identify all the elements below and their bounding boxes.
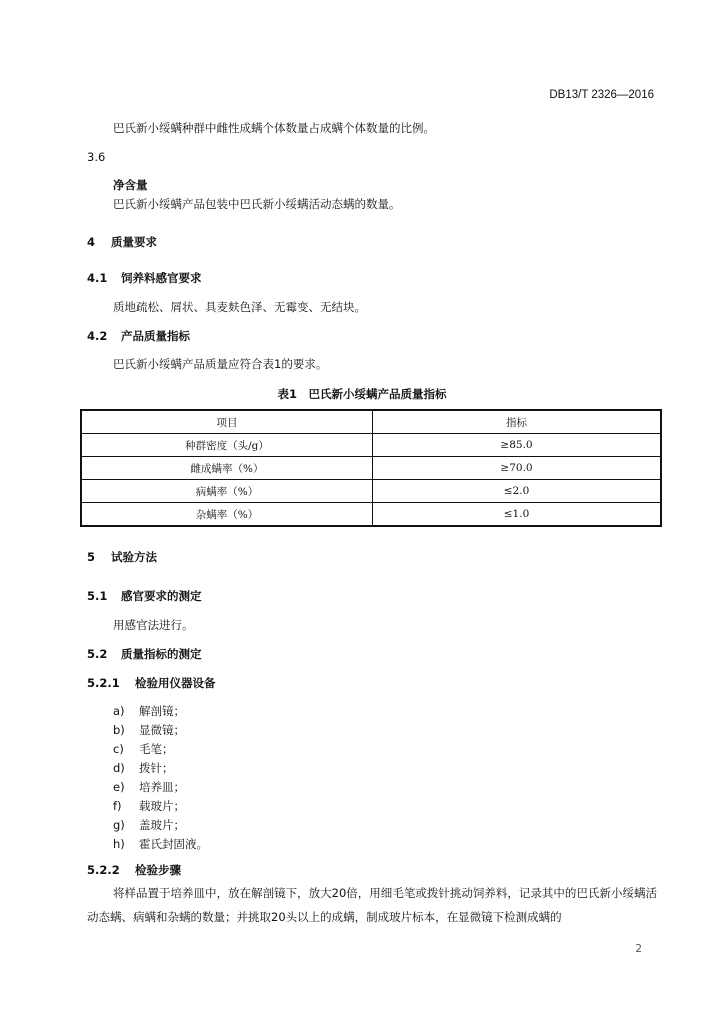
list-item-text: 霍氏封固液。	[139, 837, 208, 851]
column-header-index: 指标	[373, 410, 662, 434]
term-definition: 巴氏新小绥螨产品包装中巴氏新小绥螨活动态螨的数量。	[113, 197, 401, 211]
list-item	[113, 741, 174, 757]
list-item-text: 盖玻片；	[139, 818, 185, 832]
term-net-content: 净含量	[113, 178, 148, 192]
page-number: 2	[635, 943, 642, 955]
section-4-heading	[87, 234, 157, 250]
table-cell-item: 病螨率（%）	[81, 480, 373, 503]
table-cell-item: 种群密度（头/g）	[81, 434, 373, 457]
list-marker: b)	[113, 723, 125, 737]
table-cell-item: 雌成螨率（%）	[81, 457, 373, 480]
list-item-text: 解剖镜；	[139, 704, 185, 718]
section-number: 4.1	[87, 271, 108, 285]
section-5-2-heading	[87, 646, 202, 662]
list-marker: e)	[113, 780, 125, 794]
table-row	[81, 457, 661, 480]
table-row	[81, 434, 661, 457]
section-number: 5.2.2	[87, 863, 120, 877]
table-caption: 表1 巴氏新小绥螨产品质量指标	[277, 387, 447, 401]
list-marker: c)	[113, 742, 124, 756]
section-5-2-1-heading	[87, 675, 216, 691]
table-cell-value: ≥85.0	[373, 434, 662, 457]
list-marker: a)	[113, 704, 125, 718]
list-item	[113, 798, 185, 814]
list-item-text: 显微镜；	[139, 723, 185, 737]
section-number: 4.2	[87, 329, 108, 343]
section-title: 饲养料感官要求	[121, 271, 202, 285]
section-5-heading	[87, 549, 157, 565]
table-cell-value: ≤2.0	[373, 480, 662, 503]
table-cell-value: ≤1.0	[373, 503, 662, 527]
section-4-2-heading	[87, 328, 190, 344]
section-number: 5	[87, 550, 96, 564]
document-code-header: DB13/T 2326—2016	[549, 89, 654, 101]
section-5-1-text: 用感官法进行。	[113, 618, 194, 632]
list-item	[113, 779, 185, 795]
section-4-1-text: 质地疏松、屑状、具麦麸色泽、无霉变、无结块。	[113, 300, 366, 314]
section-5-1-heading	[87, 588, 202, 604]
section-title: 试验方法	[111, 550, 157, 564]
section-5-2-2-heading	[87, 862, 181, 878]
list-item-text: 培养皿；	[139, 780, 185, 794]
list-item	[113, 760, 174, 776]
list-item-text: 拨针；	[139, 761, 174, 775]
list-item	[113, 836, 208, 852]
table-header-row	[81, 410, 661, 434]
section-number: 5.1	[87, 589, 108, 603]
clause-number-3-6: 3.6	[87, 150, 106, 164]
section-title: 质量要求	[111, 235, 157, 249]
list-item	[113, 703, 185, 719]
table-row	[81, 480, 661, 503]
definition-continuation: 巴氏新小绥螨种群中雌性成螨个体数量占成螨个体数量的比例。	[113, 121, 435, 135]
list-marker: f)	[113, 799, 122, 813]
list-marker: g)	[113, 818, 125, 832]
section-5-2-2-text: 将样品置于培养皿中，放在解剖镜下，放大20倍，用细毛笔或拨针挑动饲养料，记录其中的巴氏新小绥螨活动态螨、病螨和杂螨的数量；并挑取20头以上的成螨，制成玻片标本，在显微镜下检测成螨的	[87, 886, 657, 924]
section-title: 检验步骤	[135, 863, 181, 877]
list-item-text: 载玻片；	[139, 799, 185, 813]
section-title: 产品质量指标	[121, 329, 190, 343]
section-number: 5.2	[87, 647, 108, 661]
table-cell-item: 杂螨率（%）	[81, 503, 373, 527]
list-marker: d)	[113, 761, 125, 775]
section-title: 检验用仪器设备	[135, 676, 216, 690]
section-title: 质量指标的测定	[121, 647, 202, 661]
section-title: 感官要求的测定	[121, 589, 202, 603]
list-item	[113, 817, 185, 833]
section-4-2-text: 巴氏新小绥螨产品质量应符合表1的要求。	[113, 357, 328, 371]
section-number: 5.2.1	[87, 676, 120, 690]
quality-index-table	[80, 409, 662, 527]
list-item-text: 毛笔；	[139, 742, 174, 756]
section-4-1-heading	[87, 270, 202, 286]
table-row	[81, 503, 661, 527]
column-header-item: 项目	[81, 410, 373, 434]
section-number: 4	[87, 235, 96, 249]
list-marker: h)	[113, 837, 125, 851]
table-cell-value: ≥70.0	[373, 457, 662, 480]
list-item	[113, 722, 185, 738]
